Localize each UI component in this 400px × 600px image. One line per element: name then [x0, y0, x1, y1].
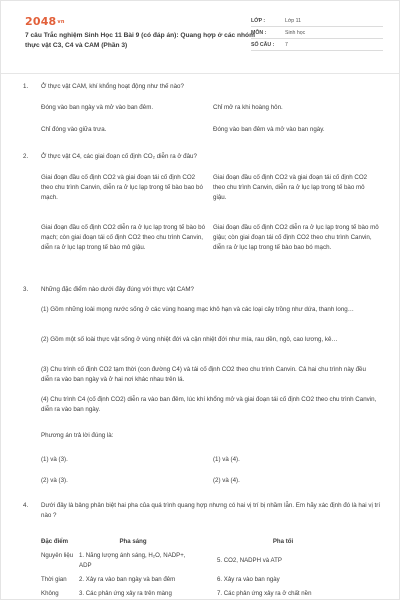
page-header: [1, 1, 400, 65]
q3-option-b[interactable]: (1) và (4).: [213, 456, 240, 463]
question-3: [23, 285, 385, 297]
q2-option-a[interactable]: Giai đoạn đầu cố định CO2 và giai đoạn tái cố định CO2 theo chu trình Canvin, diễn ra ở lục lạp trong tế bào bao bó mạch.: [41, 174, 203, 201]
question-text: Ở thực vật C4, các giai đoạn cố định CO₂ diễn ra ở đâu?: [41, 153, 197, 160]
q3-statement-3: (3) Chu trình cố định CO2 tạm thời (con đường C4) và tái cố định CO2 theo chu trình Canvin. Cả hai chu trình này đều diễn ra vào ban ngày và ở hai nơi khác nhau trên lá.: [41, 366, 366, 383]
header-divider: [1, 73, 400, 74]
meta-label: MÔN :: [251, 29, 267, 36]
q3-statement-1: (1) Gồm những loài mọng nước sống ở các vùng hoang mạc khô hạn và các loại cây trồng như dứa, thanh long…: [41, 306, 354, 313]
meta-row-subject: [251, 27, 383, 39]
q1-option-b[interactable]: Chỉ mở ra khi hoàng hôn.: [213, 104, 283, 111]
table-header-row: [41, 533, 379, 549]
q3-option-d[interactable]: (2) và (4).: [213, 477, 240, 484]
question-number: 4.: [23, 502, 29, 509]
q3-option-a[interactable]: (1) và (3).: [41, 456, 68, 463]
question-text: Những đặc điểm nào dưới đây đúng với thực vật CAM?: [41, 286, 194, 293]
table-cell: 3. Các phản ứng xảy ra trên màng: [79, 590, 172, 597]
phase-comparison-table: [41, 533, 379, 600]
table-cell: 2. Xảy ra vào ban ngày và ban đêm: [79, 576, 176, 583]
q2-option-d[interactable]: Giai đoạn đầu cố định CO2 diễn ra ở lục lạp trong tế bào mô giậu; còn giai đoạn tái cố định CO2 theo chu trình Canvin, diễn ra ở lục lạp trong tế bào bao bó mạch.: [213, 224, 379, 251]
q1-option-c[interactable]: Chỉ đóng vào giữa trưa.: [41, 126, 107, 133]
meta-label: LỚP :: [251, 17, 266, 24]
meta-value: Lớp 11: [285, 17, 301, 24]
page-title: 7 câu Trắc nghiệm Sinh Học 11 Bài 9 (có đáp án): Quang hợp ở các nhóm thực vật C3, C4 và CAM (Phần 3): [25, 32, 255, 49]
logo-suffix: vn: [57, 19, 65, 25]
table-cell: Không: [41, 590, 59, 597]
question-2: [23, 152, 385, 164]
question-text: Dưới đây là bảng phân biệt hai pha của quá trình quang hợp nhưng có hai vị trí bị nhầm lẫn. Em hãy xác định đó là hai vị trí nào ?: [41, 502, 381, 519]
question-number: 2.: [23, 153, 29, 160]
q2-option-b[interactable]: Giai đoạn đầu cố định CO2 và giai đoạn tái cố định CO2 theo chu trình Canvin, diễn ra ở lục lạp trong tế bào mô giậu.: [213, 174, 368, 201]
table-header: Đặc điểm: [41, 537, 69, 545]
logo-text: 2048: [25, 15, 57, 28]
table-cell: 1. Năng lượng ánh sáng, H₂O, NADP+, ADP: [79, 552, 186, 569]
meta-value: 7: [285, 41, 288, 48]
table-row: [41, 549, 379, 573]
q3-statement-2: (2) Gồm một số loài thực vật sống ở vùng nhiệt đới và cận nhiệt đới như mía, rau dền, ngô, cao lương, kê…: [41, 336, 338, 343]
q3-statement-4: (4) Chu trình C4 (cố định CO2) diễn ra vào ban đêm, lúc khí khổng mở và giai đoạn tái cố định CO2 theo chu trình Canvin, diễn ra vào ban ngày.: [41, 396, 377, 413]
meta-row-count: [251, 39, 383, 51]
site-logo[interactable]: [25, 15, 65, 28]
meta-label: SỐ CÂU :: [251, 41, 275, 48]
question-text: Ở thực vật CAM, khí khổng hoạt động như thế nào?: [41, 83, 184, 90]
table-row: [41, 587, 379, 600]
table-cell: 7. Các phản ứng xảy ra ở chất nền: [217, 590, 312, 597]
question-number: 3.: [23, 286, 29, 293]
q3-prompt: Phương án trả lời đúng là:: [41, 432, 114, 439]
question-number: 1.: [23, 83, 29, 90]
table-cell: 5. CO2, NADPH và ATP: [217, 557, 282, 564]
q1-option-a[interactable]: Đóng vào ban ngày và mở vào ban đêm.: [41, 104, 154, 111]
meta-value: Sinh học: [285, 29, 306, 36]
table-cell: Thời gian: [41, 576, 67, 583]
q2-option-c[interactable]: Giai đoạn đầu cố định CO2 diễn ra ở lục lạp trong tế bào bó mạch; còn giai đoạn tái cố định CO2 theo chu trình Canvin, diễn ra ở lục lạp trong tế bào mô giậu.: [41, 224, 206, 251]
meta-row-class: [251, 15, 383, 27]
table-header: Pha sáng: [119, 537, 147, 545]
q3-option-c[interactable]: (2) và (3).: [41, 477, 68, 484]
table-cell: Nguyên liệu: [41, 552, 74, 559]
table-row: [41, 573, 379, 587]
meta-panel: [251, 15, 383, 51]
question-4: [23, 501, 385, 523]
q1-option-d[interactable]: Đóng vào ban đêm và mở vào ban ngày.: [213, 126, 325, 133]
table-header: Pha tối: [272, 537, 294, 545]
table-cell: 6. Xảy ra vào ban ngày: [217, 576, 280, 583]
question-1: [23, 82, 385, 94]
